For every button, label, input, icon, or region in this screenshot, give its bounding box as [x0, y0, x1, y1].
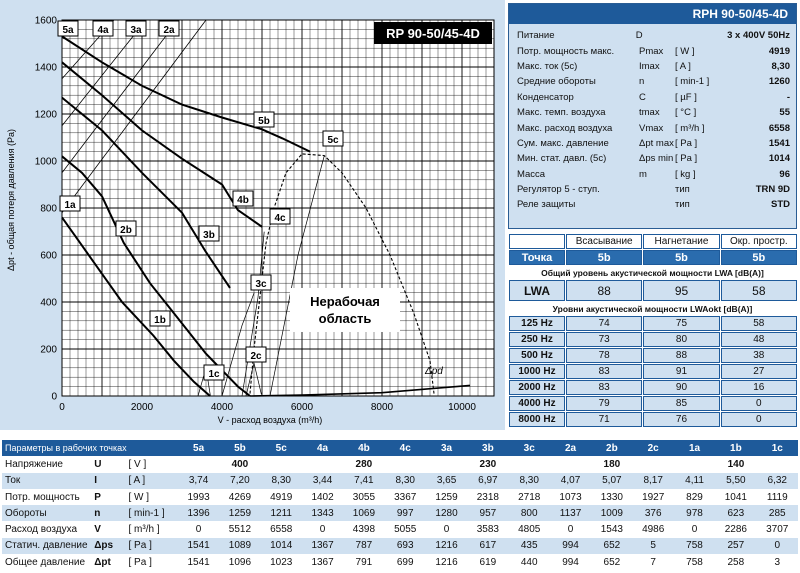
- curve-label-5b: 5b: [258, 116, 270, 127]
- spec-symbol: Δps min: [639, 153, 674, 165]
- acoustic-cell: 5b: [566, 250, 642, 265]
- table-cell: 1069: [343, 505, 384, 521]
- spec-value: 96: [779, 168, 790, 180]
- dynamic-pressure-label: Δpd: [425, 366, 443, 377]
- chart-title: RP 90-50/45-4D: [386, 26, 480, 41]
- spec-symbol: Vmax: [639, 122, 664, 134]
- acoustic-panel: [508, 234, 797, 428]
- spec-unit: [ °C ]: [675, 107, 697, 119]
- acoustic-cell: 76: [643, 412, 719, 427]
- table-header-label: Параметры в рабочих точках: [2, 440, 178, 456]
- point-header: 4a: [302, 440, 343, 456]
- spec-row: [517, 151, 790, 166]
- table-cell: 1543: [600, 524, 623, 536]
- spec-name: Макс. темп. воздуха: [517, 107, 606, 119]
- row-unit: [ min-1 ]: [126, 505, 178, 521]
- acoustic-cell: 85: [643, 396, 719, 411]
- curve-label-5c: 5c: [327, 135, 339, 146]
- point-header: 5b: [219, 440, 260, 456]
- spec-value: -: [786, 91, 790, 103]
- table-cell: 2718: [518, 491, 541, 503]
- table-cell: 0: [443, 524, 450, 536]
- table-row: [2, 554, 798, 570]
- spec-symbol: Δpt max: [639, 137, 674, 149]
- table-cell: 285: [757, 505, 798, 521]
- table-cell: 4,07: [550, 473, 591, 489]
- point-header: 3b: [467, 440, 508, 456]
- table-cell: 693: [385, 538, 426, 554]
- table-cell: 6,97: [467, 473, 508, 489]
- table-cell: 3055: [352, 491, 376, 503]
- row-symbol: V: [94, 524, 101, 536]
- table-cell: 5512: [228, 524, 252, 536]
- point-header: 4b: [343, 440, 384, 456]
- spec-unit: [ Pa ]: [675, 153, 698, 165]
- acoustic-cell: Нагнетание: [643, 234, 719, 249]
- acoustic-point-row: [508, 250, 797, 266]
- spec-row: [517, 120, 790, 135]
- spec-value: 4919: [768, 45, 790, 57]
- spec-name: Потр. мощность макс.: [517, 45, 615, 57]
- spec-symbol: Imax: [639, 60, 660, 72]
- x-tick-label: 0: [59, 402, 65, 413]
- row-name: Потр. мощность: [5, 491, 80, 503]
- table-row: [2, 505, 798, 521]
- acoustic-cell: 95: [643, 280, 719, 301]
- annotation-line: Нерабочая: [310, 294, 380, 309]
- x-tick-label: 6000: [290, 402, 314, 413]
- spec-value: 8,30: [771, 60, 790, 72]
- table-cell: 258: [727, 556, 745, 568]
- acoustic-row-label: LWA: [509, 280, 565, 301]
- spec-symbol: m: [639, 168, 647, 180]
- table-cell: 1367: [302, 538, 343, 554]
- acoustic-cell: 58: [721, 316, 797, 331]
- total-sound-power-title: Общий уровень акустической мощности LWA [dB(A)]: [508, 266, 797, 280]
- acoustic-row-label: [509, 234, 565, 249]
- acoustic-band-row: [508, 412, 797, 428]
- spec-row: [517, 167, 790, 182]
- table-cell: 758: [686, 556, 703, 568]
- acoustic-cell: 91: [643, 364, 719, 379]
- table-cell: 1216: [426, 538, 467, 554]
- acoustic-cell: 0: [721, 412, 797, 427]
- table-cell: 6,32: [757, 473, 798, 489]
- table-cell: 957: [467, 505, 508, 521]
- spec-symbol: n: [639, 76, 645, 88]
- point-header: 3a: [426, 440, 467, 456]
- voltage-group: 180: [603, 458, 621, 470]
- y-tick-label: 1400: [34, 62, 57, 74]
- row-unit: [ W ]: [128, 491, 150, 503]
- acoustic-cell: 5b: [643, 250, 719, 265]
- table-cell: 440: [520, 556, 538, 568]
- table-header-row: [2, 440, 798, 456]
- spec-row: [517, 59, 790, 74]
- spec-row: [517, 28, 790, 43]
- voltage-group: 140: [727, 458, 745, 470]
- row-symbol: I: [91, 473, 125, 489]
- curve-label-1b: 1b: [154, 315, 166, 326]
- row-symbol: U: [94, 458, 102, 470]
- curve-label-2c: 2c: [250, 351, 262, 362]
- row-name: Ток: [2, 473, 91, 489]
- table-cell: 0: [757, 538, 798, 554]
- point-header: 2c: [633, 440, 674, 456]
- spec-name: Сум. макс. давление: [517, 137, 609, 149]
- point-header: 5c: [261, 440, 302, 456]
- row-name: Общее давление: [5, 556, 86, 568]
- table-cell: 3: [774, 556, 781, 568]
- table-cell: 617: [467, 538, 508, 554]
- table-cell: 1014: [261, 538, 302, 554]
- acoustic-band-row: [508, 316, 797, 332]
- row-symbol: n: [91, 505, 125, 521]
- y-tick-label: 400: [40, 297, 57, 309]
- acoustic-row-label: 8000 Hz: [509, 412, 565, 427]
- spec-unit: тип: [675, 184, 690, 196]
- table-row: [2, 489, 798, 505]
- acoustic-row-label: 250 Hz: [509, 332, 565, 347]
- table-cell: 652: [603, 556, 621, 568]
- y-tick-label: 600: [40, 250, 57, 262]
- curve-label-1c: 1c: [208, 369, 220, 380]
- spec-symbol: D: [635, 30, 643, 42]
- table-cell: 4398: [352, 524, 376, 536]
- table-cell: 1330: [600, 491, 623, 503]
- acoustic-row-label: 1000 Hz: [509, 364, 565, 379]
- table-cell: 978: [674, 505, 715, 521]
- point-header: 3c: [509, 440, 550, 456]
- spec-name: Масса: [517, 168, 546, 180]
- spec-unit: [ m³/h ]: [675, 122, 705, 134]
- spec-value: 1541: [768, 137, 790, 149]
- y-tick-label: 1000: [34, 156, 57, 168]
- table-cell: 619: [479, 556, 497, 568]
- table-cell: 4805: [518, 524, 541, 536]
- row-unit: [ m³/h ]: [128, 524, 160, 536]
- spec-row: [517, 105, 790, 120]
- x-tick-label: 2000: [130, 402, 154, 413]
- spec-row: [517, 74, 790, 89]
- x-tick-label: 8000: [370, 402, 394, 413]
- table-cell: 1927: [642, 491, 665, 503]
- y-tick-label: 800: [40, 203, 57, 215]
- table-cell: 5,50: [715, 473, 756, 489]
- acoustic-cell: Всасывание: [566, 234, 642, 249]
- row-symbol: Δpt: [94, 556, 111, 568]
- acoustic-cell: 27: [721, 364, 797, 379]
- table-cell: 4986: [642, 524, 665, 536]
- spec-name: Мин. стат. давл. (5с): [517, 153, 607, 165]
- spec-symbol: Pmax: [639, 45, 664, 57]
- table-cell: 257: [715, 538, 756, 554]
- table-cell: 1216: [435, 556, 458, 568]
- table-cell: 1541: [187, 556, 210, 568]
- point-header: 1a: [674, 440, 715, 456]
- spec-value: 3 x 400V 50Hz: [727, 30, 790, 42]
- table-cell: 1280: [426, 505, 467, 521]
- spec-symbol: tmax: [639, 107, 660, 119]
- spec-unit: тип: [675, 199, 690, 211]
- table-cell: 5,07: [591, 473, 632, 489]
- table-cell: 1089: [219, 538, 260, 554]
- row-unit: [ Pa ]: [128, 556, 152, 568]
- table-cell: 1073: [559, 491, 582, 503]
- acoustic-cell: 83: [566, 380, 642, 395]
- curve-label-4b: 4b: [237, 195, 249, 206]
- table-cell: 0: [567, 524, 574, 536]
- table-row: [2, 473, 798, 489]
- table-cell: 7,20: [219, 473, 260, 489]
- spec-value: 1260: [768, 76, 790, 88]
- row-unit: [ A ]: [126, 473, 178, 489]
- acoustic-cell: 0: [721, 396, 797, 411]
- spec-unit: [ µF ]: [675, 91, 697, 103]
- row-name: Статич. давление: [2, 538, 91, 554]
- row-symbol: Δps: [91, 538, 125, 554]
- y-tick-label: 1200: [34, 109, 57, 121]
- table-cell: 1402: [311, 491, 334, 503]
- curve-label-4c: 4c: [274, 213, 286, 224]
- table-cell: 1343: [302, 505, 343, 521]
- point-header: 4c: [385, 440, 426, 456]
- acoustic-cell: 75: [643, 316, 719, 331]
- table-cell: 3,44: [302, 473, 343, 489]
- table-cell: 1396: [178, 505, 219, 521]
- octave-sound-power-title: Уровни акустической мощности LWAokt [dB(A)]: [508, 302, 797, 316]
- table-cell: 3,65: [426, 473, 467, 489]
- table-cell: 994: [550, 538, 591, 554]
- row-unit: [ Pa ]: [126, 538, 178, 554]
- spec-unit: [ A ]: [675, 60, 691, 72]
- voltage-group: 280: [355, 458, 373, 470]
- curve-label-4a: 4a: [97, 25, 109, 36]
- spec-unit: [ W ]: [675, 45, 695, 57]
- x-tick-label: 10000: [448, 402, 476, 413]
- acoustic-band-row: [508, 380, 797, 396]
- table-cell: 2318: [476, 491, 499, 503]
- table-cell: 2286: [724, 524, 747, 536]
- table-cell: 4919: [270, 491, 293, 503]
- table-cell: 7,41: [343, 473, 384, 489]
- table-cell: 997: [385, 505, 426, 521]
- acoustic-row-label: 500 Hz: [509, 348, 565, 363]
- acoustic-row-label: Точка: [509, 250, 565, 265]
- table-cell: 435: [509, 538, 550, 554]
- table-cell: 376: [633, 505, 674, 521]
- x-axis-label: V - расход воздуха (m³/h): [217, 415, 323, 425]
- acoustic-cell: 90: [643, 380, 719, 395]
- spec-name: Макс. расход воздуха: [517, 122, 613, 134]
- spec-row: [517, 182, 790, 197]
- table-cell: 0: [319, 524, 326, 536]
- table-cell: 1993: [187, 491, 210, 503]
- acoustic-cell: 5b: [721, 250, 797, 265]
- model-title: RPH 90-50/45-4D: [509, 4, 796, 24]
- table-cell: 3707: [766, 524, 789, 536]
- table-cell: 8,30: [261, 473, 302, 489]
- curve-label-3a: 3a: [130, 25, 142, 36]
- acoustic-band-row: [508, 332, 797, 348]
- table-cell: 4269: [228, 491, 252, 503]
- table-cell: 994: [562, 556, 579, 568]
- voltage-group: 400: [231, 458, 249, 470]
- table-cell: 7: [650, 556, 656, 568]
- acoustic-cell: 83: [566, 364, 642, 379]
- table-cell: 8,17: [633, 473, 674, 489]
- spec-row: [517, 136, 790, 151]
- x-tick-label: 4000: [210, 402, 234, 413]
- spec-value: TRN 9D: [755, 184, 790, 196]
- table-cell: 3,74: [178, 473, 219, 489]
- acoustic-cell: 48: [721, 332, 797, 347]
- y-tick-label: 0: [51, 391, 57, 403]
- table-cell: 4,11: [674, 473, 715, 489]
- point-header: 2a: [550, 440, 591, 456]
- spec-rows: [509, 24, 796, 213]
- row-name: Напряжение: [5, 458, 63, 470]
- spec-unit: [ min-1 ]: [675, 76, 710, 88]
- table-cell: 6558: [270, 524, 293, 536]
- acoustic-cell: 58: [721, 280, 797, 301]
- acoustic-cell: 88: [643, 348, 719, 363]
- acoustic-lwa-row: [508, 280, 797, 302]
- table-cell: 800: [509, 505, 550, 521]
- curve-label-2b: 2b: [120, 225, 132, 236]
- table-cell: 1259: [219, 505, 260, 521]
- row-name: Обороты: [2, 505, 91, 521]
- acoustic-band-row: [508, 364, 797, 380]
- spec-unit: [ kg ]: [675, 168, 696, 180]
- point-header: 5a: [178, 440, 219, 456]
- curve-label-3c: 3c: [255, 279, 267, 290]
- spec-symbol: C: [639, 91, 646, 103]
- table-cell: 1211: [261, 505, 302, 521]
- table-cell: 1041: [724, 491, 747, 503]
- spec-row: [517, 43, 790, 58]
- acoustic-cell: 79: [566, 396, 642, 411]
- table-cell: 1023: [270, 556, 293, 568]
- row-unit: [ V ]: [128, 458, 147, 470]
- performance-chart: [0, 0, 505, 430]
- table-cell: 0: [195, 524, 202, 536]
- table-cell: 1259: [435, 491, 458, 503]
- spec-name: Макс. ток (5с): [517, 60, 578, 72]
- spec-name: Реле защиты: [517, 199, 576, 211]
- table-cell: 1541: [178, 538, 219, 554]
- table-cell: 1009: [591, 505, 632, 521]
- point-header: 2b: [591, 440, 632, 456]
- acoustic-band-row: [508, 348, 797, 364]
- spec-unit: [ Pa ]: [675, 137, 698, 149]
- point-header: 1c: [757, 440, 798, 456]
- table-cell: 758: [674, 538, 715, 554]
- table-cell: 787: [343, 538, 384, 554]
- spec-value: 1014: [768, 153, 790, 165]
- table-cell: 8,30: [509, 473, 550, 489]
- table-cell: 5055: [394, 524, 417, 536]
- spec-value: 6558: [768, 122, 790, 134]
- table-row: [2, 456, 798, 472]
- spec-row: [517, 197, 790, 212]
- table-cell: 829: [686, 491, 703, 503]
- acoustic-row-label: 2000 Hz: [509, 380, 565, 395]
- spec-value: 55: [779, 107, 790, 119]
- table-cell: 1119: [766, 491, 788, 503]
- table-cell: 1096: [228, 556, 252, 568]
- voltage-group: 230: [479, 458, 497, 470]
- acoustic-cell: 78: [566, 348, 642, 363]
- annotation-line: область: [318, 311, 372, 326]
- acoustic-row-label: 4000 Hz: [509, 396, 565, 411]
- spec-panel: [508, 3, 797, 229]
- curve-label-3b: 3b: [203, 230, 215, 241]
- table-cell: 623: [715, 505, 756, 521]
- table-row: [2, 538, 798, 554]
- point-header: 1b: [715, 440, 756, 456]
- table-cell: 699: [396, 556, 414, 568]
- table-cell: 5: [633, 538, 674, 554]
- table-cell: 1137: [550, 505, 591, 521]
- acoustic-row-label: 125 Hz: [509, 316, 565, 331]
- acoustic-cell: 80: [643, 332, 719, 347]
- table-cell: 0: [691, 524, 698, 536]
- acoustic-cell: 88: [566, 280, 642, 301]
- curve-label-1a: 1a: [64, 200, 76, 211]
- table-row: [2, 521, 798, 537]
- curve-label-5a: 5a: [62, 25, 74, 36]
- table-cell: 8,30: [385, 473, 426, 489]
- table-cell: 3583: [476, 524, 499, 536]
- acoustic-cell: 71: [566, 412, 642, 427]
- spec-name: Питание: [517, 30, 555, 42]
- acoustic-cell: Окр. простр.: [721, 234, 797, 249]
- curve-label-2a: 2a: [163, 25, 175, 36]
- row-symbol: P: [94, 491, 101, 503]
- acoustic-cell: 73: [566, 332, 642, 347]
- acoustic-band-row: [508, 396, 797, 412]
- acoustic-cell: 38: [721, 348, 797, 363]
- y-axis-label: Δpt - общая потеря давления (Pa): [6, 129, 16, 271]
- spec-name: Средние обороты: [517, 76, 596, 88]
- chart-canvas: [0, 0, 505, 430]
- acoustic-cell: 16: [721, 380, 797, 395]
- spec-row: [517, 90, 790, 105]
- y-tick-label: 1600: [34, 15, 57, 27]
- y-tick-label: 200: [40, 344, 57, 356]
- spec-value: STD: [771, 199, 790, 211]
- table-cell: 3367: [394, 491, 417, 503]
- acoustic-header: [508, 234, 797, 250]
- table-cell: 791: [355, 556, 373, 568]
- operating-points-table: [2, 440, 798, 570]
- acoustic-cell: 74: [566, 316, 642, 331]
- spec-name: Конденсатор: [517, 91, 574, 103]
- table-cell: 652: [591, 538, 632, 554]
- spec-name: Регулятор 5 - ступ.: [517, 184, 600, 196]
- table-cell: 1367: [311, 556, 334, 568]
- row-name: Расход воздуха: [5, 524, 78, 536]
